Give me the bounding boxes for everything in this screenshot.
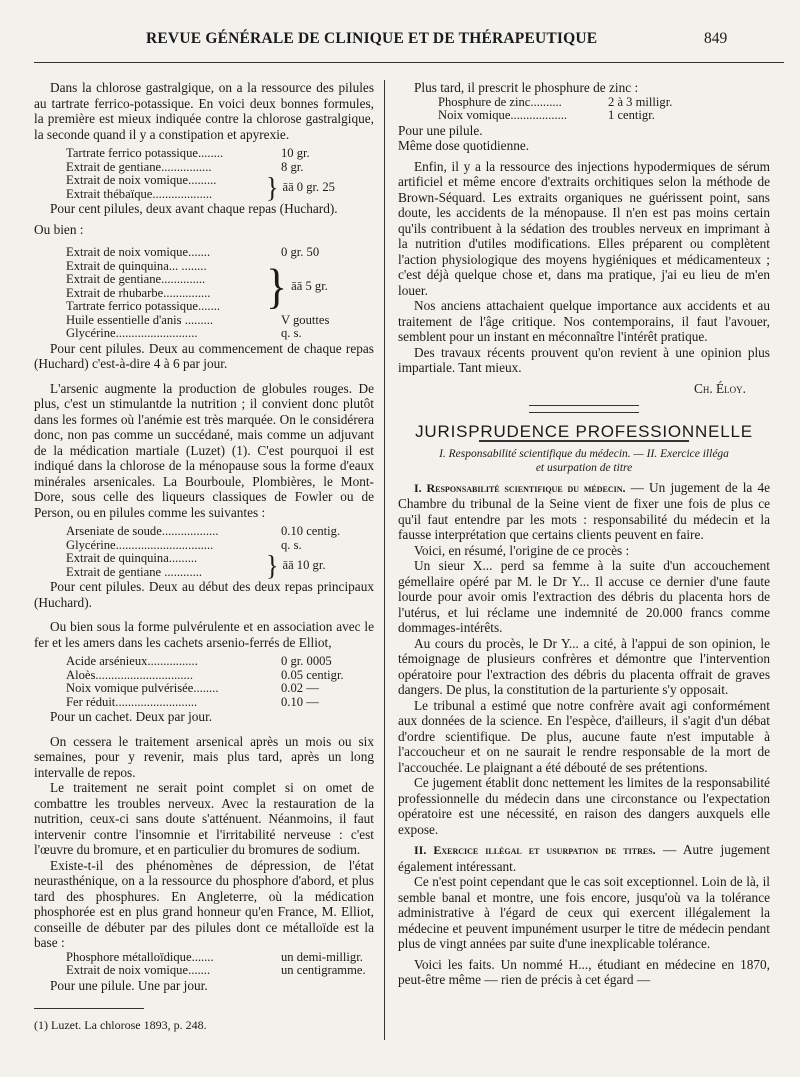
- formula-note: Pour cent pilules. Deux au commencement de chaque repas (Huchard) c'est-à-dire 4 à 6 par jour.: [34, 340, 374, 371]
- running-header: [0, 30, 800, 52]
- formula-note: Pour une pilule.: [398, 122, 483, 138]
- paragraph: Voici les faits. Un nommé H..., étudiant en médecine en 1870, peut-être même — rien de précis à cet égard —: [398, 956, 770, 987]
- paragraph: Nos anciens attachaient quelque importance aux accidents et au traitement de l'âge critique. Nos contemporains, il faut l'avouer, semblent pour un instant en méconnaître l'intérêt pratique.: [398, 298, 770, 344]
- journal-title: REVUE GÉNÉRALE DE CLINIQUE ET DE THÉRAPEUTIQUE: [146, 30, 598, 47]
- paragraph: Le tribunal a estimé que notre confrère avait agi conformément aux données de la science. En l'espèce, d'ailleurs, il s'agit d'un débat d'ordre scientifique. De plus, aucune faute n'est imputable à l'accoucheur et on ne saurait le rendre responsable de la mort de l'accouchée. Le plaignant a été débouté de ses prétentions.: [398, 697, 770, 775]
- formula-line: Noix vomique.................. 1 centigr.: [438, 108, 655, 122]
- formula-line: Phosphure de zinc.......... 2 à 3 milligr.: [438, 94, 673, 109]
- footnote-rule: [34, 1008, 144, 1009]
- formula-line: Extrait de noix vomique....... 0 gr. 50: [66, 245, 320, 259]
- paragraph: Des travaux récents prouvent qu'on revient à une opinion plus impartiale. Tant mieux.: [398, 344, 770, 375]
- formula-group: Extrait de quinquina... ........ Extrait de gentiane.............. Extrait de rhubarbe............... Tartrate ferrico potassique....... } āā 5 gr.: [66, 258, 328, 313]
- formula-group: Extrait de quinquina......... Extrait de gentiane ............ } āā 10 gr.: [66, 549, 326, 581]
- subsection-title: I. Responsabilité scientifique du médecin.: [414, 480, 626, 495]
- footnote: (1) Luzet. La chlorose 1893, p. 248.: [34, 1018, 207, 1032]
- section-subheading: et usurpation de titre: [535, 461, 633, 474]
- paragraph: L'arsenic augmente la production de globules rouges. De plus, c'est un stimulantde la nutrition ; il convient donc plutôt dans les formes où l'anémie est très marquée. On le considérera donc, non pas comme un succédané, mais comme un adjuvant de la médication martiale (Luzet) (1). C'est pourquoi il est indiqué dans la chlorose de la ménopause sous la forme d'eaux minérales arsenicales. La Bourboule, Plombières, le Mont-Dore, sous celle des liqueurs classiques de Fowler ou de Person, ou en pilules comme les suivantes :: [34, 380, 374, 520]
- formula-line: Aloès............................... 0.05 centigr.: [66, 667, 344, 682]
- paragraph: Enfin, il y a la ressource des injections hypodermiques de sérum artificiel et même encore d'extraits orchitiques selon la méthode de Brown-Séquard. Les extraits organiques ne guérissent point, sans doute, les accidents de la ménopause. Il n'en est pas moins certain qu'ils contribuent à la sédation des troubles nerveux en imprimant à la nutrition d'utiles modifications. Elles préparent ou complètent l'action physiologique des moyens hygiéniques et médicamenteux ; c'est déjà quelque chose et, dans ma pratique, j'ai eu lieu de m'en louer.: [398, 158, 770, 298]
- formula-line: Phosphore métalloïdique....... un demi-milligr.: [66, 949, 363, 964]
- paragraph: Ou bien :: [34, 221, 84, 237]
- paragraph: Ou bien sous la forme pulvérulente et en association avec le fer et les amers dans les cachets arsenio-ferrés de Elliot,: [34, 619, 374, 650]
- left-column: [34, 80, 374, 993]
- formula-line: Tartrate ferrico potassique........ 10 gr.: [66, 146, 310, 160]
- formula-line: Glycérine.......................... q. s.: [66, 326, 302, 340]
- formula-line: Extrait de gentiane................ 8 gr.: [66, 159, 304, 174]
- paragraph: Le traitement ne serait point complet si on omet de combattre les troubles nerveux. Avec la restauration de la nutrition, ceux-ci sans doute s'atténuent. Néanmoins, il faut intervenir contre l'insomnie et l'irritabilité nerveuse : c'est l'œuvre du bromure, et en particulier du bromures de sodium.: [34, 780, 374, 857]
- paragraph: Plus tard, il prescrit le phosphure de zinc :: [414, 80, 639, 95]
- paragraph: Existe-t-il des phénomènes de dépression, de l'état neurasthénique, on a la ressource du phosphore d'abord, et plus tard des phosphures. En Angleterre, où la médication phosphorée est en plus grand honneur qu'en France, M. Elliot, conseille de débuter par des pilules dont ce métalloïde est la base :: [34, 857, 374, 950]
- paragraph: Un sieur X... perd sa femme à la suite d'un accouchement gémellaire opéré par M. le Dr Y... Il accuse ce dernier d'une faute lourde pour avoir omis l'extraction des débris du placenta hors de l'utérus, et lui réclame une indemnité de 20.000 francs comme dommages-intérêts.: [398, 558, 770, 635]
- formula-line: Extrait de noix vomique....... un centigramme.: [66, 963, 366, 977]
- page-number: 849: [704, 30, 728, 47]
- formula-note: Pour un cachet. Deux par jour.: [50, 709, 213, 724]
- paragraph: Voici, en résumé, l'origine de ce procès :: [414, 542, 630, 558]
- section-ornament: [529, 405, 639, 413]
- subsection-title: II. Exercice illégal et usurpation de titres.: [414, 843, 656, 857]
- paragraph: Ce jugement établit donc nettement les limites de la responsabilité professionnelle du médecin dans une circonstance ou l'expectation opératoire est une nécessité, en raison des dangers auxquels elle expose.: [398, 775, 770, 837]
- formula-line: Acide arsénieux................ 0 gr. 0005: [66, 654, 332, 668]
- formula-note: Pour cent pilules. Deux au début des deux repas principaux (Huchard).: [34, 579, 374, 610]
- section-title: JURISPRUDENCE PROFESSIONNELLE: [415, 422, 753, 441]
- section-subheading: I. Responsabilité scientifique du médecin. — II. Exercice illéga: [439, 447, 729, 460]
- formula-line: Noix vomique pulvérisée........ 0.02 —: [66, 681, 319, 695]
- formula-note: Pour cent pilules, deux avant chaque repas (Huchard).: [50, 201, 338, 216]
- paragraph: Au cours du procès, le Dr Y... a cité, à l'appui de son opinion, le témoignage de plusieurs confrères et démontre que l'intervention opératoire pour l'extraction des débris du placenta offrait de graves dangers. De plus, la constitution de la parturiente s'y opposait.: [398, 635, 770, 697]
- paragraph: Ce n'est point cependant que le cas soit exceptionnel. Loin de là, il semble banal et montre, une fois encore, jusqu'où va la tolérance administrative à l'égard de ceux qui exercent illégalement la médecine et peuvent impunément usurper le titre de médecin pendant plus de vingt années par suite d'une inexplicable tolérance.: [398, 874, 770, 951]
- paragraph: II. Exercice illégal et usurpation de titres. — Autre jugement également intéressant.: [398, 842, 770, 874]
- signature: Ch. Éloy.: [694, 380, 746, 396]
- formula-line: Huile essentielle d'anis ......... V gouttes: [66, 312, 330, 327]
- paragraph: Dans la chlorose gastralgique, on a la ressource des pilules au tartrate ferrico-potassique. En voici deux bonnes formules, la première est mieux indiquée contre la chlorose gastralgique, la seconde quand il y a constipation et apyrexie.: [34, 80, 374, 142]
- right-column: [398, 80, 770, 988]
- formula-line: Arseniate de soude.................. 0.10 centig.: [66, 524, 341, 538]
- paragraph: On cessera le traitement arsenical après un mois ou six semaines, pour y revenir, mais plus tard, après un long intervalle de repos.: [34, 733, 374, 780]
- column-divider: [384, 80, 385, 1040]
- header-rule: [34, 62, 784, 63]
- paragraph: I. Responsabilité scientifique du médecin. — Un jugement de la 4e Chambre du tribunal de la Seine vient de fixer une fois de plus ce qu'il faut entendre par les mots : responsabilité du médecin et la fausse interprétation que certains clients peuvent en faire.: [398, 479, 771, 542]
- formula-line: Glycérine............................... q. s.: [66, 537, 302, 552]
- formula-note: Pour une pilule. Une par jour.: [50, 977, 208, 993]
- formula-group: Extrait de noix vomique......... Extrait thébaïque................... } āā 0 gr. 25: [66, 171, 335, 203]
- formula-note: Même dose quotidienne.: [398, 138, 530, 153]
- formula-line: Fer réduit.......................... 0.10 —: [66, 694, 319, 709]
